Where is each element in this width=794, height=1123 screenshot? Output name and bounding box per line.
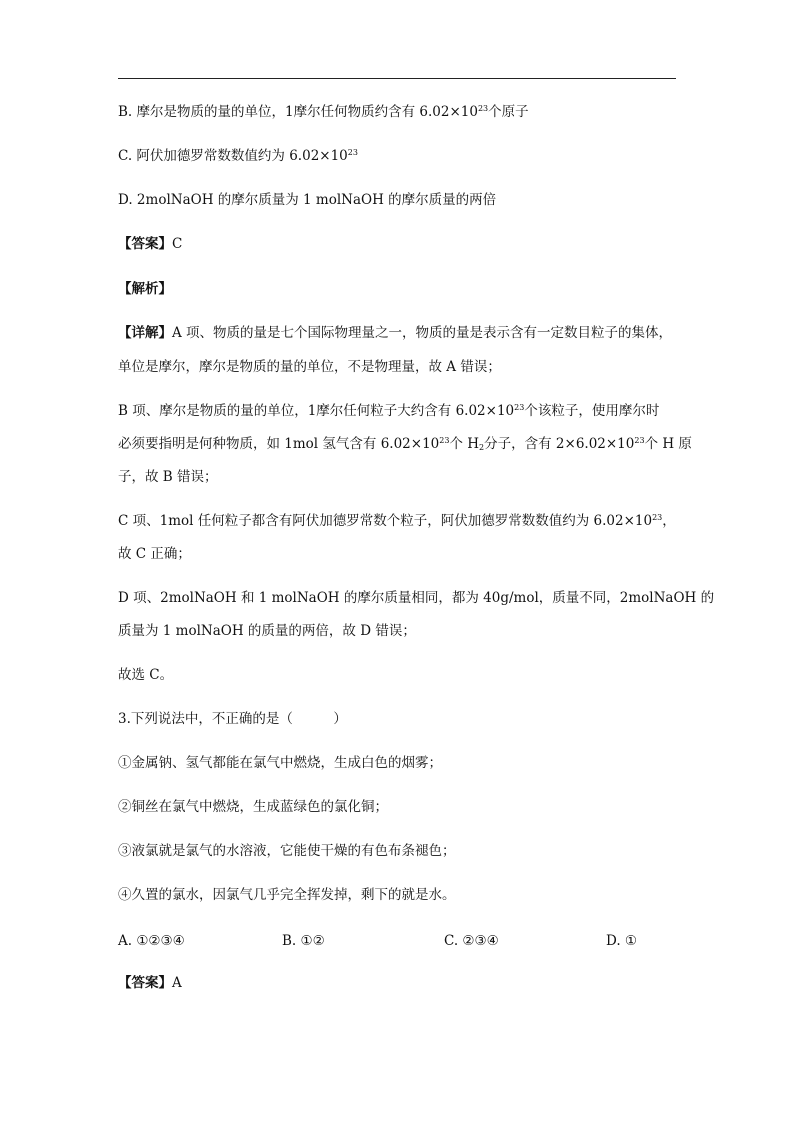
detail-line-b3: 子，故 B 错误； (118, 469, 218, 485)
header-rule (118, 78, 676, 79)
answer-prev: 【答案】C (118, 236, 183, 252)
analysis-label: 【解析】 (118, 281, 172, 297)
detail-conclusion: 故选 C。 (118, 667, 174, 683)
detail-line-b2: 必须要指明是何种物质，如 1mol 氢气含有 $6.02\times 10^{23}$个 $H_2$分子，含有 $2\times 6.02\times 10^{23}$个 H 原 (118, 436, 692, 452)
detail-line-d1: D 项、2molNaOH 和 1 molNaOH 的摩尔质量相同，都为 40g/mol，质量不同，2molNaOH 的 (118, 590, 715, 606)
detail-line-a2: 单位是摩尔，摩尔是物质的量的单位，不是物理量，故 A 错误； (118, 359, 501, 375)
answer-q3: 【答案】A (118, 975, 182, 991)
detail-line-c1: C 项、1mol 任何粒子都含有阿伏加德罗常数个粒子，阿伏加德罗常数数值约为 $6.02\times 10^{23}$， (118, 513, 676, 529)
option-d-prev: D. 2molNaOH 的摩尔质量为 1 molNaOH 的摩尔质量的两倍 (118, 192, 497, 208)
statement-2: ②铜丝在氯气中燃烧，生成蓝绿色的氯化铜； (118, 799, 388, 815)
choice-d: D. ① (606, 933, 638, 949)
detail-line-b1: B 项、摩尔是物质的量的单位，1摩尔任何粒子大约含有 $6.02\times 10^{23}$个该粒子，使用摩尔时 (118, 403, 660, 419)
statement-3: ③液氯就是氯气的水溶液，它能使干燥的有色布条褪色； (118, 843, 456, 859)
detail-line-d2: 质量为 1 molNaOH 的质量的两倍，故 D 错误； (118, 623, 416, 639)
question-3-stem: 3.下列说法中，不正确的是（ ） (118, 711, 347, 727)
detail-line-a1: 【详解】A 项、物质的量是七个国际物理量之一，物质的量是表示含有一定数目粒子的集体， (118, 325, 673, 341)
option-b-prev: B. 摩尔是物质的量的单位，1摩尔任何物质约含有 $6.02\times 10^{23}$个原子 (118, 104, 529, 120)
choice-c: C. ②③④ (444, 933, 499, 949)
detail-line-c2: 故 C 正确； (118, 546, 191, 562)
statement-4: ④久置的氯水，因氯气几乎完全挥发掉，剩下的就是水。 (118, 887, 456, 903)
choice-b: B. ①② (282, 933, 325, 949)
statement-1: ①金属钠、氢气都能在氯气中燃烧，生成白色的烟雾； (118, 755, 442, 771)
choice-a: A. ①②③④ (118, 933, 185, 949)
option-c-prev: C. 阿伏加德罗常数数值约为 $6.02\times 10^{23}$ (118, 148, 358, 164)
